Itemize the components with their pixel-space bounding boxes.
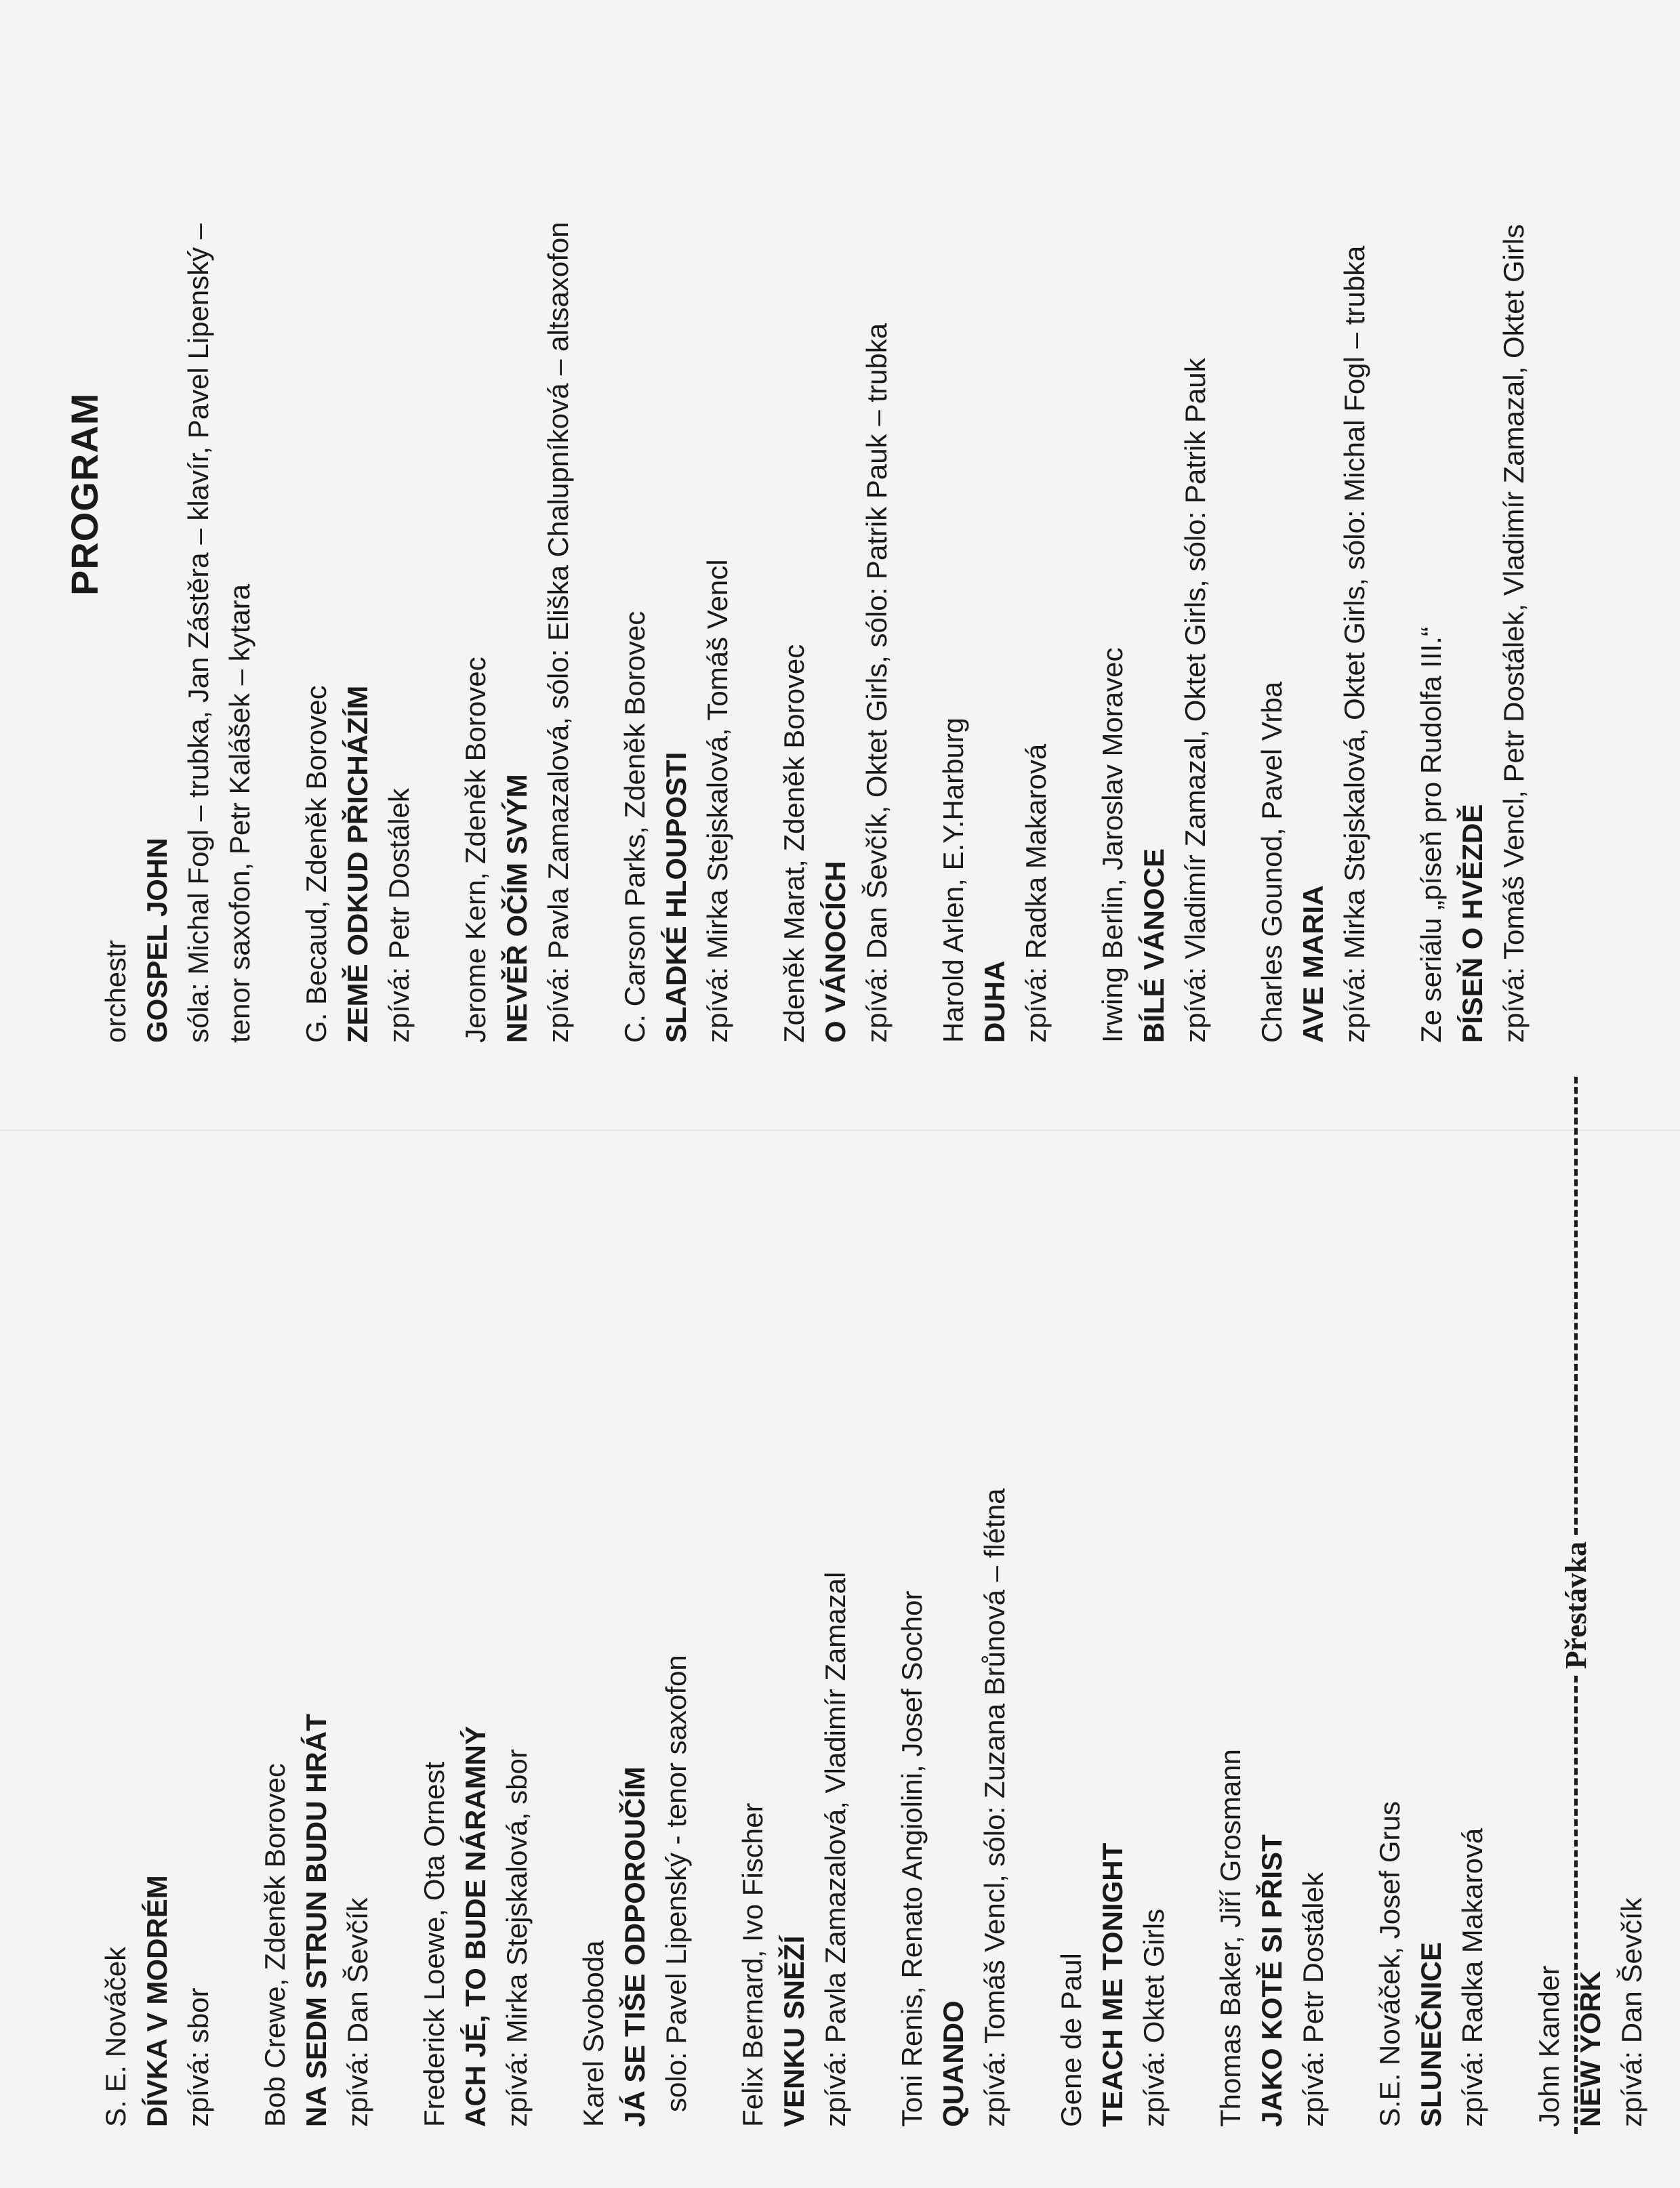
composer-line: Gene de Paul: [1055, 1953, 1087, 2127]
song-title: PÍSEŇ O HVĚZDĚ: [1456, 804, 1488, 1043]
program-item: [1410, 26, 1534, 1043]
performer-line: zpívá: Dan Ševčík: [342, 1897, 373, 2127]
song-title: NEW YORK: [1574, 1970, 1606, 2127]
performer-line: sóla: Michal Fogl – trubka, Jan Zástěra – klavír, Pavel Lipenský –: [182, 223, 214, 1043]
song-title: NEVĚŘ OČÍM SVÝM: [501, 774, 533, 1043]
song-title: GOSPEL JOHN: [141, 838, 173, 1043]
song-title: DÍVKA V MODRÉM: [141, 1875, 173, 2127]
composer-line: Frederick Loewe, Ota Ornest: [418, 1761, 450, 2127]
program-item: [573, 1111, 697, 2127]
composer-line: Harold Arlen, E.Y.Harburg: [937, 717, 969, 1043]
performer-line: tenor saxofon, Petr Kalášek – kytara: [224, 583, 255, 1043]
performer-line: zpívá: Vladimír Zamazal, Oktet Girls, sólo: Patrik Pauk: [1179, 358, 1211, 1043]
performer-line: zpívá: Pavla Zamazalová, sólo: Eliška Chalupníková – altsaxofon: [542, 222, 574, 1043]
song-title: SLUNEČNICE: [1415, 1941, 1447, 2127]
song-title: BÍLÉ VÁNOCE: [1138, 848, 1170, 1043]
composer-line: Zdeněk Marat, Zdeněk Borovec: [778, 644, 810, 1043]
composer-line: Jerome Kern, Zdeněk Borovec: [459, 657, 491, 1043]
performer-line: zpívá: Tomáš Vencl, Petr Dostálek, Vladimír Zamazal, Oktet Girls: [1498, 224, 1530, 1043]
dashed-line-right: [1574, 1077, 1578, 1535]
song-title: QUANDO: [937, 2000, 969, 2127]
program-item: [95, 26, 260, 1043]
song-title: DUHA: [979, 960, 1010, 1043]
performer-line: zpívá: Oktet Girls: [1138, 1908, 1170, 2127]
program-item: [455, 26, 579, 1043]
program-item: [295, 26, 419, 1043]
composer-line: Felix Bernard, Ivo Fischer: [737, 1802, 769, 2127]
song-title: JAKO KOTĚ SI PŘIST: [1256, 1834, 1288, 2127]
right-program-column: [95, 26, 1570, 1043]
program-item: [1050, 1111, 1174, 2127]
program-item: [933, 26, 1057, 1043]
composer-line: John Kander: [1533, 1965, 1565, 2127]
program-item: [1092, 26, 1216, 1043]
program-item: [1210, 1111, 1334, 2127]
composer-line: Bob Crewe, Zdeněk Borovec: [259, 1763, 291, 2127]
performer-line: zpívá: Tomáš Vencl, sólo: Zuzana Brůnová – flétna: [979, 1488, 1010, 2127]
intermission-label: Přestávka: [1559, 1541, 1593, 1670]
program-item: [732, 1111, 856, 2127]
composer-line: S. E. Nováček: [100, 1946, 131, 2127]
composer-line: Charles Gounod, Pavel Vrba: [1256, 681, 1288, 1043]
performer-line: zpívá: Petr Dostálek: [1297, 1872, 1329, 2127]
song-title: SLADKÉ HLOUPOSTI: [660, 751, 692, 1043]
song-title: VENKU SNĚŽÍ: [778, 1935, 810, 2127]
performer-line: zpívá: Dan Ševčík, Oktet Girls, sólo: Patrik Pauk – trubka: [861, 323, 893, 1043]
song-title: ZEMĚ ODKUD PŘICHÁZÍM: [342, 685, 373, 1043]
composer-line: Toni Renis, Renato Angiolini, Josef Sochor: [896, 1590, 928, 2127]
performer-line: zpívá: Mirka Stejskalová, Tomáš Vencl: [701, 559, 733, 1043]
composer-line: C. Carson Parks, Zdeněk Borovec: [619, 611, 651, 1043]
song-title: ACH JÉ, TO BUDE NÁRAMNÝ: [459, 1726, 491, 2127]
performer-line: zpívá: sbor: [182, 1987, 214, 2127]
song-title: TEACH ME TONIGHT: [1097, 1842, 1128, 2127]
song-title: AVE MARIA: [1297, 885, 1329, 1043]
program-item: [413, 1111, 537, 2127]
performer-line: zpívá: Radka Makarová: [1456, 1828, 1488, 2127]
composer-line: Ze seriálu „píseň pro Rudolfa III.“: [1415, 627, 1447, 1043]
program-item: [614, 26, 738, 1043]
program-item: [254, 1111, 378, 2127]
composer-line: Thomas Baker, Jiří Grosmann: [1214, 1749, 1246, 2127]
performer-line: zpívá: Mirka Stejskalová, sbor: [501, 1749, 533, 2127]
performer-line: zpívá: Radka Makarová: [1020, 743, 1052, 1043]
performer-line: zpívá: Dan Ševčík: [1616, 1897, 1647, 2127]
song-title: JÁ SE TIŠE ODPOROUČÍM: [619, 1766, 651, 2127]
performer-line: zpívá: Mirka Stejskalová, Oktet Girls, sólo: Michal Fogl – trubka: [1338, 245, 1370, 1043]
program-item: [1369, 1111, 1493, 2127]
composer-line: S.E. Nováček, Josef Grus: [1374, 1801, 1406, 2127]
program-item: [95, 1111, 219, 2127]
performer-line: solo: Pavel Lipenský - tenor saxofon: [660, 1655, 692, 2112]
intermission-divider: [1559, 1077, 1593, 2134]
performer-line: zpívá: Pavla Zamazalová, Vladimír Zamazal: [819, 1571, 851, 2127]
performer-line: zpívá: Petr Dostálek: [383, 788, 415, 1043]
song-title: NA SEDM STRUN BUDU HRÁT: [300, 1714, 332, 2127]
left-program-column: [95, 1111, 1680, 2127]
composer-line: orchestr: [100, 940, 131, 1043]
dashed-line-left: [1574, 1676, 1578, 2134]
program-title: PROGRAM: [63, 392, 106, 596]
song-title: O VÁNOCÍCH: [819, 861, 851, 1043]
program-item: [891, 1111, 1015, 2127]
composer-line: G. Becaud, Zdeněk Borovec: [300, 685, 332, 1043]
composer-line: Karel Svoboda: [577, 1940, 609, 2127]
composer-line: Irwing Berlin, Jaroslav Moravec: [1097, 647, 1128, 1043]
program-item: [1251, 26, 1375, 1043]
program-item: [773, 26, 897, 1043]
